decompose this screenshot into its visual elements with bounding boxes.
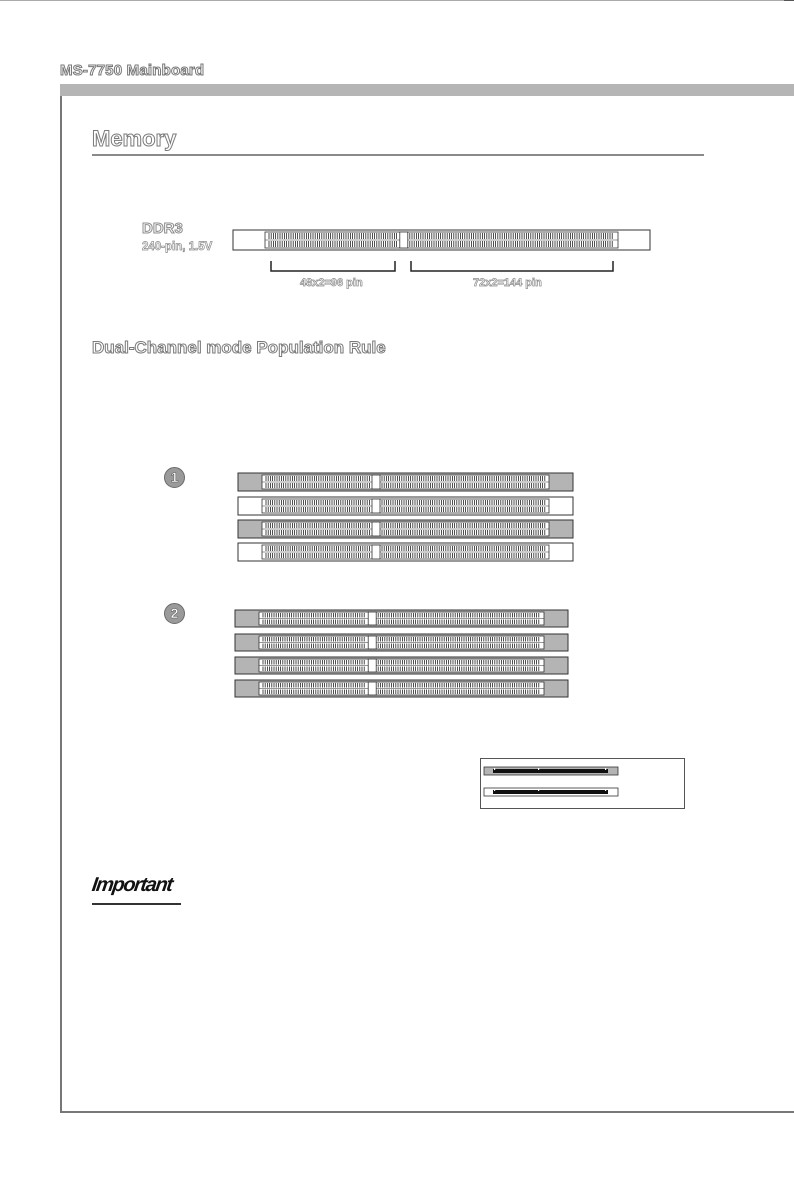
dimm-contact-area: [259, 659, 544, 672]
dimm-contact-area: [259, 636, 544, 649]
dimm-key-notch: [368, 612, 376, 625]
dimm-key-notch: [400, 232, 408, 248]
config-2-slot-3: [235, 657, 568, 674]
config-2-slot-2: [235, 634, 568, 651]
dimm-key-notch: [368, 636, 376, 649]
header-bar: [60, 84, 794, 96]
important-underline: [92, 903, 181, 905]
dimm-contact-area: [262, 475, 549, 489]
dimm-body: [238, 543, 573, 561]
memory-section-title: Memory: [92, 126, 177, 151]
config-2-number-badge: 2: [164, 603, 185, 624]
config-1-slot-4: [238, 543, 573, 561]
left-pin-bracket: [271, 261, 395, 271]
config-2-slot-1: [235, 610, 568, 627]
config-1-number-badge: 1: [164, 467, 185, 488]
dimm-key-notch: [368, 659, 376, 672]
dimm-contact-area: [262, 522, 549, 536]
config-1-slot-1: [238, 473, 573, 491]
dimm-key-notch: [368, 682, 376, 695]
dimm-body: [238, 473, 573, 491]
memory-title-rule: [92, 154, 704, 156]
dimm-contact-area: [262, 499, 549, 513]
page-frame-left: [60, 96, 62, 1113]
dimm-body: [235, 634, 568, 651]
dual-channel-section-title: Dual-Channel mode Population Rule: [92, 338, 386, 357]
right-pin-count-label: 72x2=144 pin: [473, 277, 542, 289]
slot-legend-box: [480, 758, 685, 809]
dimm-key-notch: [372, 545, 380, 559]
dimm-body: [235, 680, 568, 697]
dimm-body: [233, 230, 650, 250]
dimm-body: [238, 520, 573, 538]
header-title: MS-7750 Mainboard: [60, 62, 205, 79]
dimm-body: [235, 657, 568, 674]
important-heading: Important: [90, 874, 174, 896]
ddr3-spec-label: 240-pin, 1.5V: [142, 241, 213, 253]
dimm-body: [238, 497, 573, 515]
dimm-key-notch: [372, 475, 380, 489]
dimm-key-notch: [372, 522, 380, 536]
dimm-contact-area: [265, 232, 618, 248]
ddr3-dimm-module: [233, 230, 650, 250]
dimm-body: [235, 610, 568, 627]
dimm-contact-area: [259, 612, 544, 625]
left-pin-count-label: 48x2=96 pin: [300, 277, 363, 289]
dimm-contact-area: [262, 545, 549, 559]
config-2-slot-4: [235, 680, 568, 697]
page-trim-line: [0, 0, 794, 10]
ddr3-label: DDR3: [142, 220, 183, 237]
pin-section-brackets: [271, 261, 613, 271]
dimm-key-notch: [372, 499, 380, 513]
page-frame-bottom: [60, 1111, 794, 1113]
config-1-slot-3: [238, 520, 573, 538]
dimm-contact-area: [259, 682, 544, 695]
right-pin-bracket: [411, 261, 613, 271]
config-1-slot-2: [238, 497, 573, 515]
